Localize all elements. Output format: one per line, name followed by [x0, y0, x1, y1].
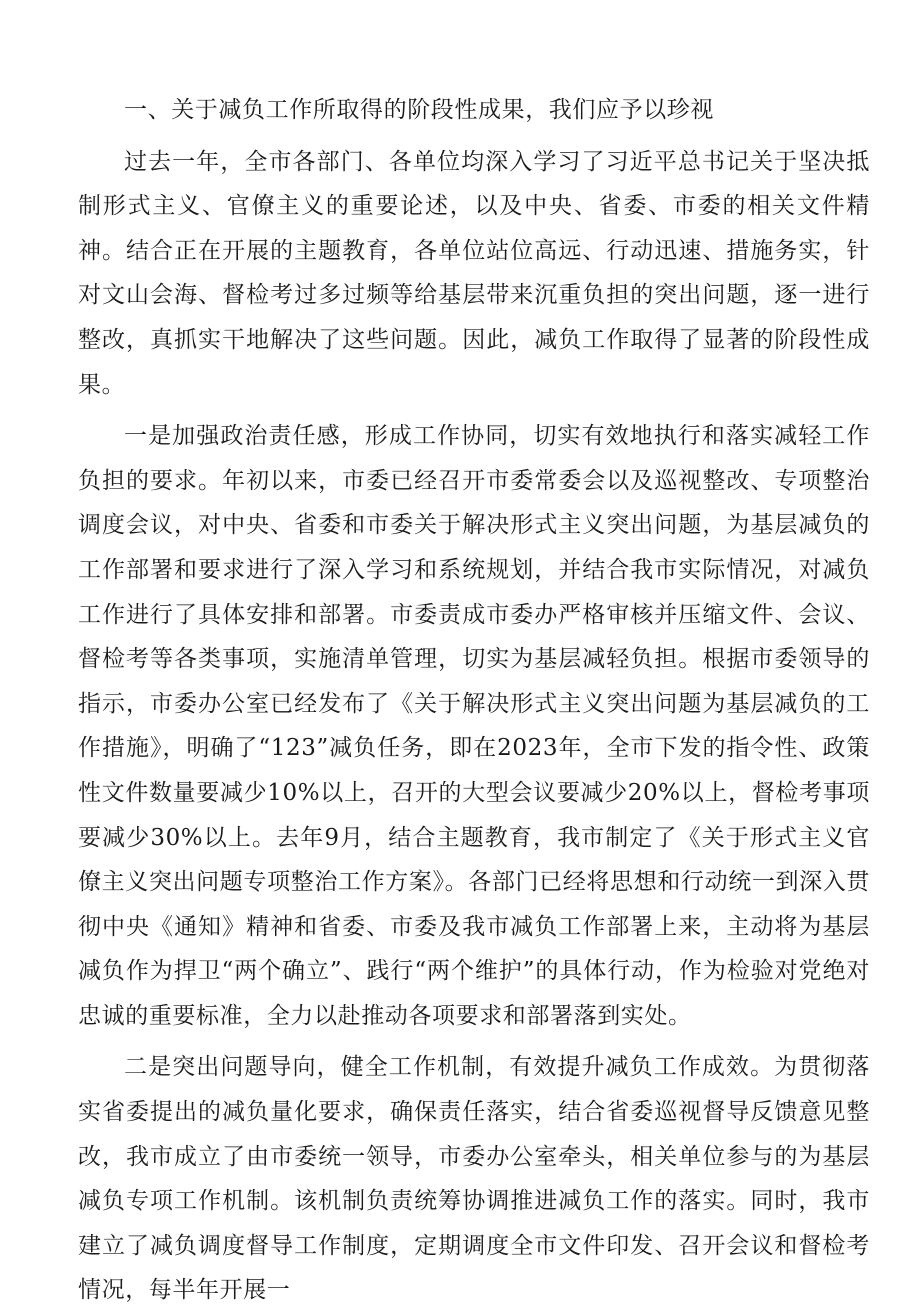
paragraph-overview: 过去一年，全市各部门、各单位均深入学习了习近平总书记关于坚决抵制形式主义、官僚主义的重要论述，以及中央、省委、市委的相关文件精神。结合正在开展的主题教育，各单位站位高远、行动迅速、措施务实，针对文山会海、督检考过多过频等给基层带来沉重负担的突出问题，逐一进行整改，真抓实干地解决了这些问题。因此，减负工作取得了显著的阶段性成果。	[78, 148, 870, 398]
document-body	[78, 88, 870, 1313]
section-heading: 一、关于减负工作所取得的阶段性成果，我们应予以珍视	[124, 97, 714, 123]
paragraph-point-one: 一是加强政治责任感，形成工作协同，切实有效地执行和落实减轻工作负担的要求。年初以来，市委已经召开市委常委会以及巡视整改、专项整治调度会议，对中央、省委和市委关于解决形式主义突出问题，为基层减负的工作部署和要求进行了深入学习和系统规划，并结合我市实际情况，对减负工作进行了具体安排和部署。市委责成市委办严格审核并压缩文件、会议、督检考等各类事项，实施清单管理，切实为基层减轻负担。根据市委领导的指示，市委办公室已经发布了《关于解决形式主义突出问题为基层减负的工作措施》，明确了“123”减负任务，即在2023年，全市下发的指令性、政策性文件数量要减少10%以上，召开的大型会议要减少20%以上，督检考事项要减少30%以上。去年9月，结合主题教育，我市制定了《关于形式主义官僚主义突出问题专项整治工作方案》。各部门已经将思想和行动统一到深入贯彻中央《通知》精神和省委、市委及我市减负工作部署上来，主动将为基层减负作为捍卫“两个确立”、践行“两个维护”的具体行动，作为检验对党绝对忠诚的重要标准，全力以赴推动各项要求和部署落到实处。	[78, 423, 870, 1029]
paragraph-point-two: 二是突出问题导向，健全工作机制，有效提升减负工作成效。为贯彻落实省委提出的减负量化要求，确保责任落实，结合省委巡视督导反馈意见整改，我市成立了由市委统一领导，市委办公室牵头，相关单位参与的为基层减负专项工作机制。该机制负责统筹协调推进减负工作的落实。同时，我市建立了减负调度督导工作制度，定期调度全市文件印发、召开会议和督检考情况，每半年开展一	[78, 1054, 870, 1304]
